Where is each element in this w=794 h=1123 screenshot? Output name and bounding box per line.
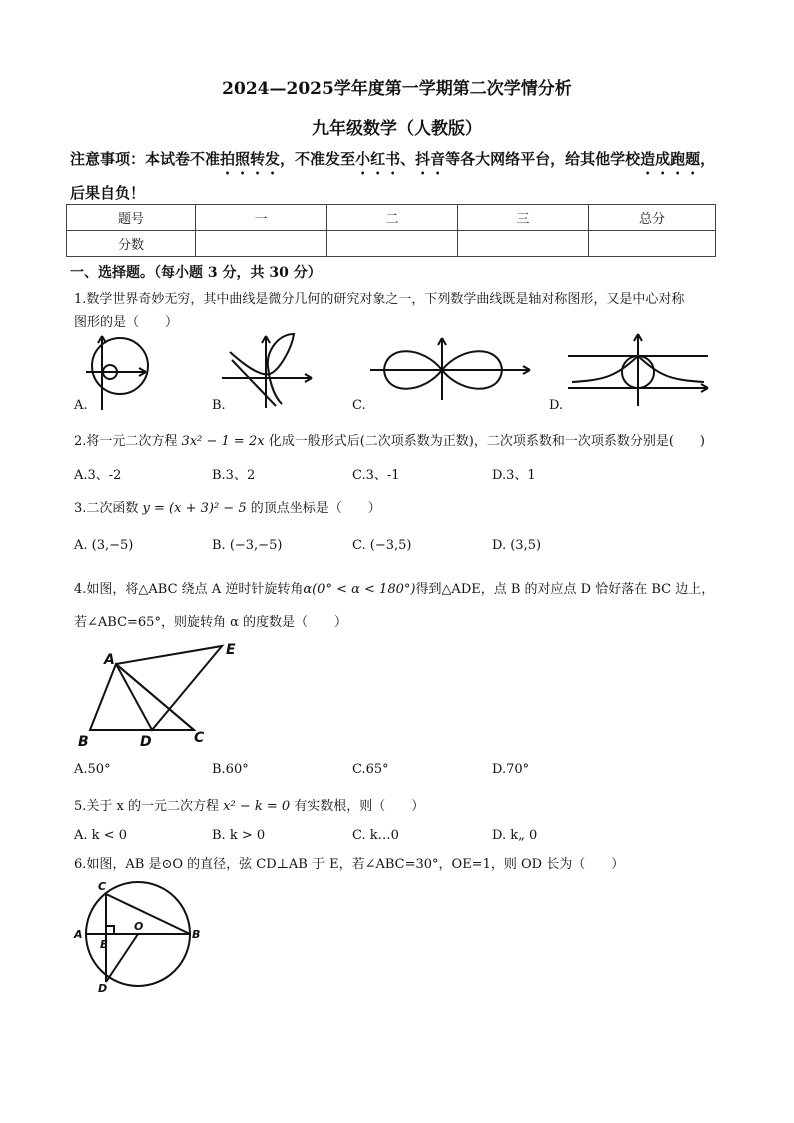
q6-label-e: E xyxy=(100,938,108,951)
q4-figure xyxy=(74,640,244,750)
q2-equation: 3x² − 1 = 2x xyxy=(181,434,265,449)
notice-emphasis-offtopic: 跑题 xyxy=(670,150,701,168)
q6-label-c: C xyxy=(98,880,107,893)
score-cell[interactable] xyxy=(589,231,716,257)
notice-text-mid2: 、 xyxy=(400,150,416,168)
notice-emphasis-douyin: 抖音 xyxy=(415,150,446,168)
q5-option-b[interactable]: B. k > 0 xyxy=(212,828,266,843)
q6-text: 6.如图，AB 是⊙O 的直径，弦 CD⊥AB 于 E，若∠ABC=30°，OE=1，则 OD 长为（ ） xyxy=(74,857,625,872)
section-title: 一、选择题。（每小题 3 分，共 30 分） xyxy=(70,265,322,281)
score-row-label: 分数 xyxy=(67,231,196,257)
q1-option-d[interactable]: D. xyxy=(549,398,564,413)
notice-text-mid3: 等各大网络平台，给其他学校 xyxy=(445,150,641,168)
q1-text-line2: 图形的是（ ） xyxy=(74,315,179,330)
q1-figure-a xyxy=(82,332,172,412)
q3-option-a[interactable]: A. (3,−5) xyxy=(74,538,134,553)
score-table-header-row xyxy=(67,205,716,231)
q6-label-o: O xyxy=(134,920,144,933)
q5-text xyxy=(74,795,424,814)
q3-option-c[interactable]: C. (−3,5) xyxy=(352,538,412,553)
q5-option-d[interactable]: D. k„ 0 xyxy=(492,828,538,843)
score-table-score-row xyxy=(67,231,716,257)
q1-figure-b xyxy=(220,330,320,410)
q2-text-post: 化成一般形式后(二次项系数为正数)，二次项系数和一次项系数分别是( ) xyxy=(268,434,705,449)
q4-label-d: D xyxy=(140,734,152,750)
notice-text-pre: 本试卷不准 xyxy=(145,150,221,168)
q4-option-d[interactable]: D.70° xyxy=(492,762,530,777)
q2-text xyxy=(74,430,705,449)
score-cell[interactable] xyxy=(458,231,589,257)
score-header-cell: 总分 xyxy=(589,205,716,231)
q4-text-pre: 4.如图，将△ABC 绕点 A 逆时针旋转角 xyxy=(74,582,304,597)
notice-emphasis-xhs: 小红书 xyxy=(355,150,401,168)
q1-option-c[interactable]: C. xyxy=(352,398,366,413)
q4-text-line2: 若∠ABC=65°，则旋转角 α 的度数是（ ） xyxy=(74,615,348,630)
q2-option-d[interactable]: D.3、1 xyxy=(492,468,536,483)
q5-option-c[interactable]: C. k…0 xyxy=(352,828,399,843)
q6-label-b: B xyxy=(192,928,201,941)
q2-text-pre: 2.将一元二次方程 xyxy=(74,434,178,449)
exam-title: 2024—2025学年度第一学期第二次学情分析 xyxy=(222,79,572,99)
notice-emphasis-cause: 造成 xyxy=(640,150,671,168)
q2-option-c[interactable]: C.3、-1 xyxy=(352,468,400,483)
score-header-cell: 三 xyxy=(458,205,589,231)
score-cell[interactable] xyxy=(327,231,458,257)
exam-subtitle: 九年级数学（人教版） xyxy=(312,119,482,139)
q4-label-e: E xyxy=(226,642,236,658)
q3-option-b[interactable]: B. (−3,−5) xyxy=(212,538,283,553)
q6-figure xyxy=(72,878,202,994)
q4-option-b[interactable]: B.60° xyxy=(212,762,249,777)
score-header-cell: 题号 xyxy=(67,205,196,231)
notice-text-post: ，后果自负！ xyxy=(70,150,716,202)
q4-angle: α(0° < α < 180°) xyxy=(303,582,416,597)
q1-option-b[interactable]: B. xyxy=(212,398,226,413)
q5-text-post: 有实数根，则（ ） xyxy=(294,799,425,814)
q5-option-a[interactable]: A. k < 0 xyxy=(74,828,127,843)
q4-text-line1 xyxy=(74,578,714,597)
q5-equation: x² − k = 0 xyxy=(223,799,291,814)
score-table xyxy=(66,204,716,257)
q1-figure-c xyxy=(368,336,538,402)
q1-option-a[interactable]: A. xyxy=(74,398,88,413)
notice xyxy=(70,144,730,208)
q4-option-c[interactable]: C.65° xyxy=(352,762,389,777)
q4-option-a[interactable]: A.50° xyxy=(74,762,111,777)
q5-text-pre: 5.关于 x 的一元二次方程 xyxy=(74,799,219,814)
q6-label-d: D xyxy=(98,982,108,995)
q4-label-c: C xyxy=(194,730,205,746)
q1-text-line1: 1.数学世界奇妙无穷，其中曲线是微分几何的研究对象之一，下列数学曲线既是轴对称图形，又是中心对称 xyxy=(74,292,685,307)
notice-label: 注意事项： xyxy=(70,150,146,168)
q4-label-a: A xyxy=(104,652,115,668)
q2-option-a[interactable]: A.3、-2 xyxy=(74,468,122,483)
q2-option-b[interactable]: B.3、2 xyxy=(212,468,256,483)
q3-text-pre: 3.二次函数 xyxy=(74,501,139,516)
q3-text xyxy=(74,497,381,516)
score-header-cell: 二 xyxy=(327,205,458,231)
q4-text-post: 得到△ADE，点 B 的对应点 D 恰好落在 BC 边上， xyxy=(415,582,715,597)
q4-label-b: B xyxy=(78,734,89,750)
q3-option-d[interactable]: D. (3,5) xyxy=(492,538,542,553)
score-cell[interactable] xyxy=(196,231,327,257)
notice-emphasis-photo: 拍照转发 xyxy=(220,150,281,168)
q3-text-post: 的顶点坐标是（ ） xyxy=(250,501,381,516)
q1-figure-d xyxy=(566,332,716,408)
q6-label-a: A xyxy=(74,928,83,941)
score-header-cell: 一 xyxy=(196,205,327,231)
notice-text-mid1: ，不准发至 xyxy=(280,150,356,168)
q3-equation: y = (x + 3)² − 5 xyxy=(142,501,247,516)
